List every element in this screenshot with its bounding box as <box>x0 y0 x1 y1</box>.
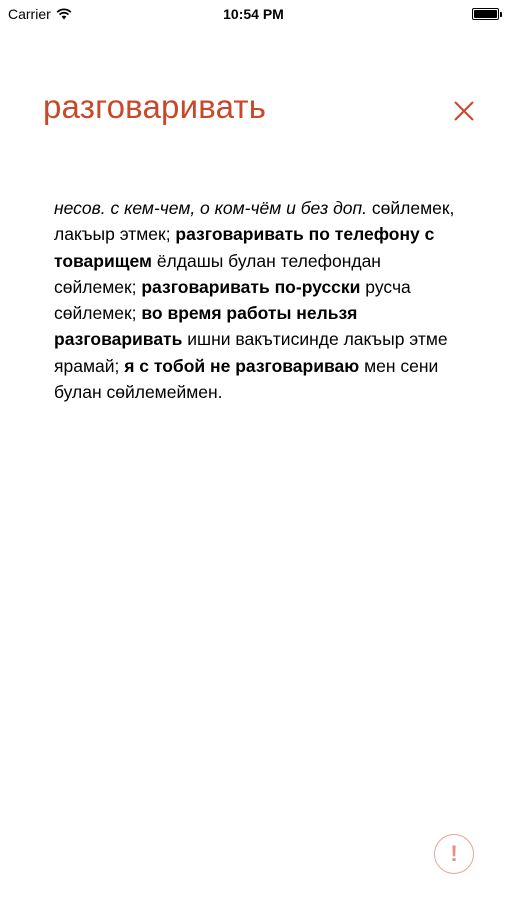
close-icon <box>450 96 478 124</box>
translation-text: мен сени булан сөйлемеймен. <box>54 355 439 403</box>
example-phrase: я с тобой не разговариваю <box>124 355 360 376</box>
close-button[interactable] <box>450 96 478 124</box>
battery-cap <box>500 12 502 17</box>
example-phrase: разговаривать по-русски <box>141 276 361 297</box>
translation-text: сөйлемек, лакъыр этмек; <box>54 198 455 245</box>
report-button[interactable] <box>434 834 474 874</box>
example-phrase: разговаривать по телефону с товарищем <box>54 224 435 271</box>
status-bar <box>0 0 507 30</box>
carrier-label: Carrier <box>8 6 51 22</box>
status-time: 10:54 PM <box>223 6 284 22</box>
translation-text: ишни вакътисинде лакъыр этме ярамай; <box>54 329 448 376</box>
example-phrase: во время работы нельзя разговаривать <box>54 303 358 350</box>
exclamation-icon: ! <box>450 841 458 866</box>
entry-headword: разговаривать <box>43 88 267 125</box>
translation-text: русча сөйлемек; <box>54 276 411 324</box>
battery-icon <box>472 8 499 20</box>
battery-level-fill <box>474 10 497 18</box>
translation-text: ёлдашы булан телефондан сөйлемек; <box>54 250 381 297</box>
grammar-note: несов. с кем-чем, о ком-чём и без доп. <box>54 198 367 218</box>
entry-definition <box>54 195 459 405</box>
